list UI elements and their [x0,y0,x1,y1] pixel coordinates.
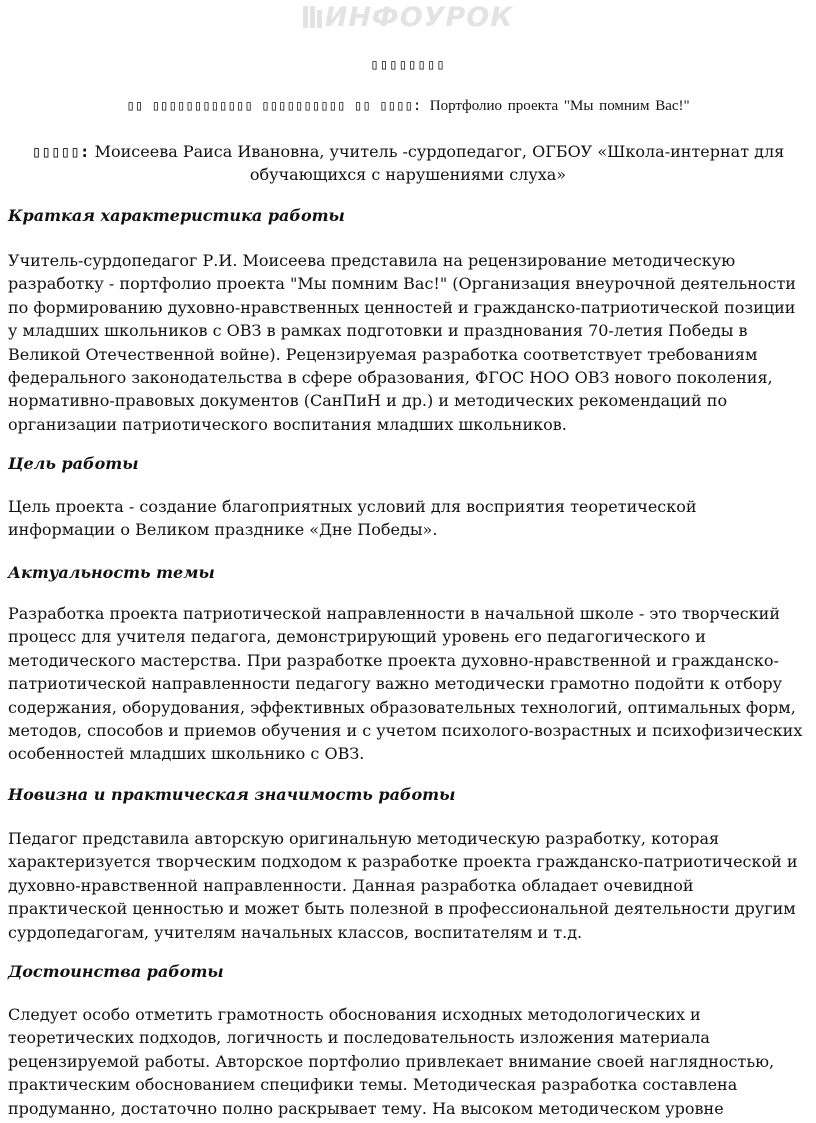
section-text-novelty: Педагог представила авторскую оригинальную методическую разработку, которая характеризуется творческим подходом к разработке проекта гражданско-патриотической и духовно-нравственной направленности. Данная разработка обладает очевидной практической ценностью и может быть полезной в профессиональной деятельности другим сурдопедагогам, учителям начальных классов, воспитателям и т.д. [8,829,798,942]
section-text-relevance: Разработка проекта патриотической направленности в начальной школе - это творческий процесс для учителя педагога, демонстрирующий уровень его педагогического и методического мастерства. При разработке проекта духовно-нравственной и гражданско-патриотической направленности педагогу важно методически грамотно подойти к отбору содержания, оборудования, эффективных образовательных технологий, оптимальных форм, методов, способов и приемов обучения и с учетом психолого-возрастных и психофизических особенностей младших школьнико с ОВЗ. [8,604,803,764]
section-text-goal: Цель проекта - создание благоприятных условий для восприятия теоретической информации о Великом празднике «Дне Победы». [8,497,697,540]
section-text-advantages: Следует особо отметить грамотность обоснования исходных методологических и теоретических подходов, логичность и последовательность изложения материала рецензируемой работы. Авторское портфолио привлекает внимание своей наглядностью, практическим обоснованием специфики темы. Методическая разработка составлена продуманно, достаточно полно раскрывает тему. На высоком методическом уровне [8,1005,775,1118]
infourok-logo [0,2,816,33]
logo-mark-icon [303,6,322,28]
author-line [8,140,808,186]
subtitle-prefix: ▯▯ ▯▯▯▯▯▯▯▯▯▯▯▯ ▯▯▯▯▯▯▯▯▯▯ ▯▯ ▯▯▯▯: [126,98,422,114]
section-heading-relevance: Актуальность темы [8,563,215,582]
subtitle-project: Портфолио проекта "Мы помним Вас!" [429,98,690,114]
section-text-summary: Учитель-сурдопедагог Р.И. Моисеева представила на рецензирование методическую разработку - портфолио проекта "Мы помним Вас!" (Организация внеурочной деятельности по формированию духовно-нравственных ценностей и гражданско-патриотической позиции у младших школьников с ОВЗ в рамках подготовки и празднования 70-летия Победы в Великой Отечественной войне). Рецензируемая разработка соответствует требованиям федерального законодательства в сфере образования, ФГОС НОО ОВЗ нового поколения, нормативно-правовых документов (СанПиН и др.) и методических рекомендаций по организации патриотического воспитания младших школьников. [8,251,796,434]
author-text: Моисеева Раиса Ивановна, учитель -сурдопедагог, ОГБОУ «Школа-интернат для обучающихся с нарушениями слуха» [94,142,785,184]
document-title: ▯▯▯▯▯▯▯▯ [370,57,446,73]
section-heading-novelty: Новизна и практическая значимость работы [8,785,456,804]
section-heading-summary: Краткая характеристика работы [8,206,345,225]
logo-text: ИНФОУРОК [324,2,514,33]
author-label: ▯▯▯▯▯: [31,142,90,161]
document-subtitle [8,98,808,115]
section-heading-goal: Цель работы [8,454,139,473]
section-heading-advantages: Достоинства работы [8,962,224,981]
